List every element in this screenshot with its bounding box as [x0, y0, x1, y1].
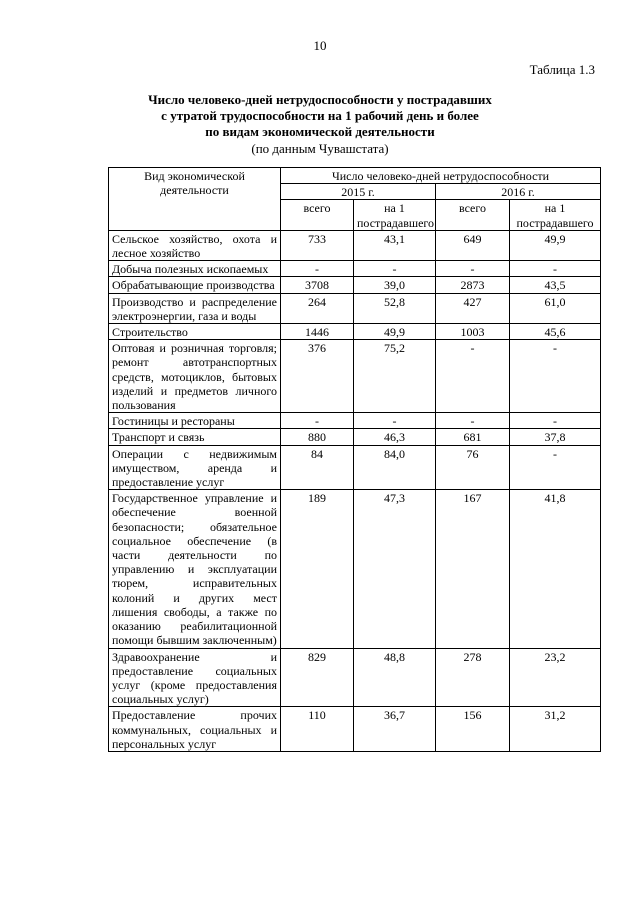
total-2016-cell: 427	[436, 293, 510, 323]
activity-cell: Транспорт и связь	[109, 429, 281, 445]
activity-cell: Здравоохранение и предоставление социальных услуг (кроме предоставления социальных услуг)	[109, 648, 281, 707]
total-2016-cell: -	[436, 340, 510, 413]
header-activity: Вид экономической деятельности	[109, 168, 281, 231]
header-total-2016: всего	[436, 200, 510, 230]
total-2015-cell: 189	[281, 490, 354, 648]
per-victim-2015-cell: -	[354, 261, 436, 277]
per-victim-2016-cell: -	[510, 261, 601, 277]
total-2016-cell: 681	[436, 429, 510, 445]
per-victim-2015-cell: 49,9	[354, 324, 436, 340]
table-row	[109, 230, 601, 260]
total-2015-cell: 376	[281, 340, 354, 413]
per-victim-2015-cell: 43,1	[354, 230, 436, 260]
total-2015-cell: 733	[281, 230, 354, 260]
total-2016-cell: 167	[436, 490, 510, 648]
table-row	[109, 293, 601, 323]
total-2015-cell: 3708	[281, 277, 354, 293]
header-year-2015: 2015 г.	[281, 184, 436, 200]
total-2015-cell: 84	[281, 445, 354, 490]
per-victim-2016-cell: 37,8	[510, 429, 601, 445]
activity-cell: Операции с недвижимым имуществом, аренда и предоставление услуг	[109, 445, 281, 490]
table-title	[0, 92, 640, 140]
per-victim-2016-cell: 41,8	[510, 490, 601, 648]
activity-cell: Оптовая и розничная торговля; ремонт автотранспортных средств, мотоциклов, бытовых изделий и предметов личного пользования	[109, 340, 281, 413]
activity-cell: Государственное управление и обеспечение военной безопасности; обязательное социальное обеспечение (в части деятельности по управлению и эксплуатации тюрем, исправительных колоний и других мест лишения свободы, а также по оказанию реабилитационной помощи бывшим заключенным)	[109, 490, 281, 648]
table-row	[109, 324, 601, 340]
page-number: 10	[313, 38, 327, 53]
total-2016-cell: 1003	[436, 324, 510, 340]
per-victim-2016-cell: -	[510, 413, 601, 429]
per-victim-2015-cell: -	[354, 413, 436, 429]
total-2015-cell: -	[281, 261, 354, 277]
activity-cell: Производство и распределение электроэнергии, газа и воды	[109, 293, 281, 323]
header-per-victim-2015: на 1 пострадавшего	[354, 200, 436, 230]
table-row	[109, 261, 601, 277]
header-total-2015: всего	[281, 200, 354, 230]
table-row	[109, 413, 601, 429]
per-victim-2015-cell: 39,0	[354, 277, 436, 293]
header-per-victim-2016: на 1 пострадавшего	[510, 200, 601, 230]
table-row	[109, 277, 601, 293]
activity-cell: Строительство	[109, 324, 281, 340]
per-victim-2015-cell: 36,7	[354, 707, 436, 752]
table-row	[109, 648, 601, 707]
per-victim-2015-cell: 52,8	[354, 293, 436, 323]
title-line: с утратой трудоспособности на 1 рабочий день и более	[161, 108, 479, 123]
table-row	[109, 490, 601, 648]
per-victim-2016-cell: 31,2	[510, 707, 601, 752]
header-year-2016: 2016 г.	[436, 184, 601, 200]
activity-cell: Сельское хозяйство, охота и лесное хозяйство	[109, 230, 281, 260]
total-2015-cell: 110	[281, 707, 354, 752]
total-2016-cell: 2873	[436, 277, 510, 293]
table-label: Таблица 1.3	[529, 62, 595, 77]
header-group: Число человеко-дней нетрудоспособности	[281, 168, 601, 184]
total-2015-cell: 880	[281, 429, 354, 445]
activity-cell: Предоставление прочих коммунальных, социальных и персональных услуг	[109, 707, 281, 752]
total-2015-cell: 264	[281, 293, 354, 323]
table-row	[109, 340, 601, 413]
per-victim-2015-cell: 48,8	[354, 648, 436, 707]
total-2016-cell: 156	[436, 707, 510, 752]
activity-cell: Добыча полезных ископаемых	[109, 261, 281, 277]
table-row	[109, 445, 601, 490]
activity-cell: Гостиницы и рестораны	[109, 413, 281, 429]
per-victim-2015-cell: 46,3	[354, 429, 436, 445]
table-subtitle: (по данным Чувашстата)	[251, 141, 389, 156]
total-2016-cell: 649	[436, 230, 510, 260]
per-victim-2015-cell: 47,3	[354, 490, 436, 648]
total-2016-cell: 76	[436, 445, 510, 490]
total-2015-cell: 1446	[281, 324, 354, 340]
total-2016-cell: -	[436, 413, 510, 429]
total-2015-cell: -	[281, 413, 354, 429]
title-line: по видам экономической деятельности	[205, 124, 435, 139]
table-row	[109, 429, 601, 445]
per-victim-2016-cell: -	[510, 340, 601, 413]
per-victim-2016-cell: 45,6	[510, 324, 601, 340]
title-line: Число человеко-дней нетрудоспособности у пострадавших	[148, 92, 492, 107]
injury-days-table	[108, 167, 601, 752]
per-victim-2016-cell: 61,0	[510, 293, 601, 323]
total-2016-cell: -	[436, 261, 510, 277]
per-victim-2015-cell: 75,2	[354, 340, 436, 413]
activity-cell: Обрабатывающие производства	[109, 277, 281, 293]
per-victim-2016-cell: 43,5	[510, 277, 601, 293]
total-2016-cell: 278	[436, 648, 510, 707]
per-victim-2016-cell: -	[510, 445, 601, 490]
per-victim-2016-cell: 23,2	[510, 648, 601, 707]
total-2015-cell: 829	[281, 648, 354, 707]
table-row	[109, 707, 601, 752]
per-victim-2016-cell: 49,9	[510, 230, 601, 260]
per-victim-2015-cell: 84,0	[354, 445, 436, 490]
